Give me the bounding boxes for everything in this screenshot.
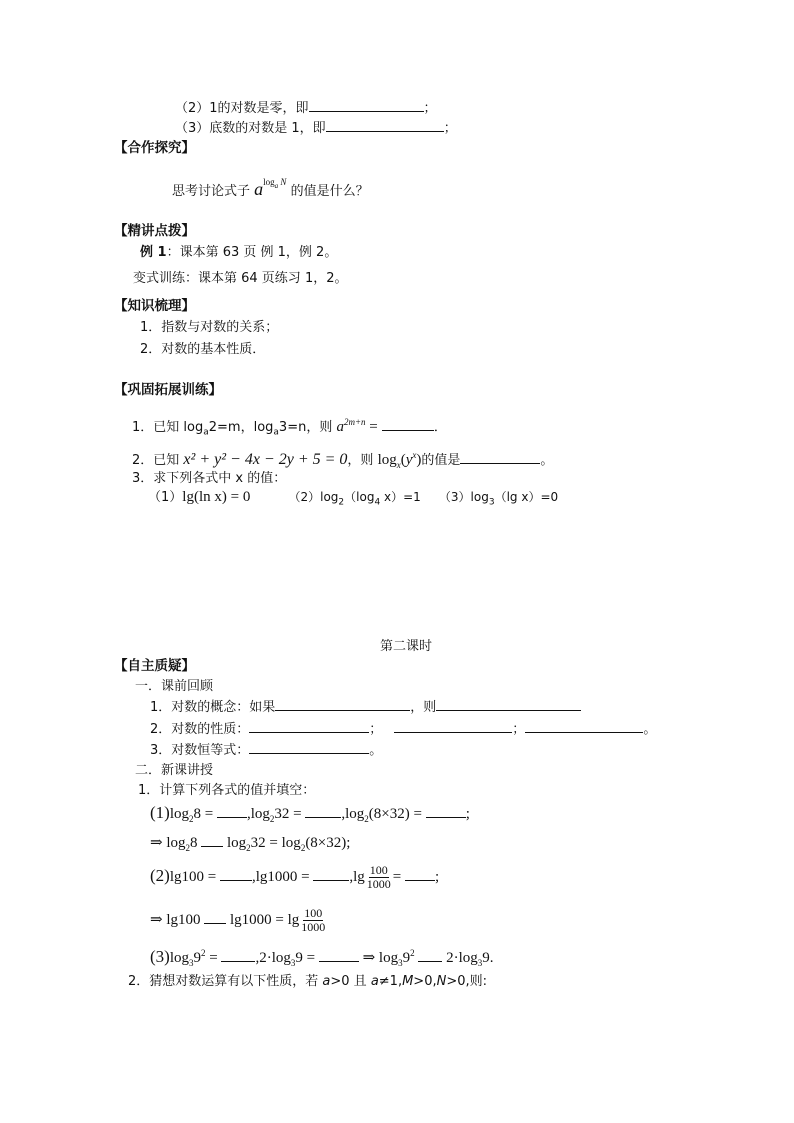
answer-blank[interactable]: [305, 805, 341, 818]
answer-blank[interactable]: [275, 698, 410, 711]
answer-blank[interactable]: [249, 741, 369, 754]
new-lesson-title: 二．新课讲授: [135, 763, 214, 778]
section-heading-lecture: 【精讲点拨】: [114, 223, 195, 239]
fraction: $\frac{100}{1000}$: [301, 906, 326, 935]
answer-blank[interactable]: [319, 949, 359, 962]
answer-blank[interactable]: [204, 911, 226, 924]
answer-blank[interactable]: [221, 949, 255, 962]
equation-1-line-2: ⇒ $\log_28$ $\log_232 = \log_2(8\times 32)$;: [150, 835, 351, 853]
calc-instruction: 1．计算下列各式的值并填空：: [138, 783, 316, 798]
formula-lg-ln-x: lg(ln x) = 0: [182, 489, 251, 505]
review-item-1: 1．对数的概念：如果 ，则: [150, 698, 581, 717]
answer-blank[interactable]: [220, 868, 252, 881]
answer-blank[interactable]: [326, 119, 444, 132]
answer-blank[interactable]: [426, 805, 466, 818]
equation-3: $(3)\log_39^2 = ,2\cdot\log_39$ = ⇒ $\log_39^2$ $2\cdot\log_39$.: [150, 947, 494, 968]
second-lesson-title: 第二课时: [380, 639, 433, 654]
intro-item-3-label: （3）底数的对数是 1，即: [175, 121, 326, 136]
fraction: $\frac{100}{1000}$: [366, 863, 391, 892]
knowledge-item-1: 1．指数与对数的关系；: [140, 320, 279, 335]
answer-blank[interactable]: [405, 868, 435, 881]
section-heading-cooperative: 【合作探究】: [114, 140, 195, 156]
lecture-variant: 变式训练：课本第 64 页练习 1，2。: [133, 271, 348, 286]
exercise-2: 2．已知 x² + y² − 4x − 2y + 5 = 0，则 $\log_x(y^x)$的值是 。: [132, 450, 554, 470]
answer-blank[interactable]: [217, 805, 247, 818]
answer-blank[interactable]: [249, 720, 369, 733]
answer-blank[interactable]: [460, 451, 540, 464]
answer-blank[interactable]: [394, 720, 512, 733]
conjecture-item: 2．猜想对数运算有以下性质，若 a>0 且 a≠1,M>0,N>0,则:: [128, 974, 488, 989]
section-heading-consolidate: 【巩固拓展训练】: [114, 382, 222, 398]
answer-blank[interactable]: [418, 949, 442, 962]
review-title: 一．课前回顾: [135, 679, 214, 694]
intro-item-3: （3）底数的对数是 1，即 ；: [175, 121, 457, 136]
intro-item-2-label: （2）1的对数是零，即: [175, 101, 309, 116]
cooperative-question: 思考讨论式子 $a^{log_a N}$ 的值是什么？: [172, 177, 369, 199]
intro-item-2: （2）1的对数是零，即 ；: [175, 101, 437, 116]
equation-2-line-1: (2)lg100 = ,lg1000 = ,lg $\frac{100}{1000}$ = ;: [150, 863, 440, 892]
review-item-3: 3．对数恒等式： 。: [150, 743, 383, 758]
formula-log-x-yx: $\log_x(y^x)$: [377, 450, 422, 470]
answer-blank[interactable]: [436, 698, 581, 711]
answer-blank[interactable]: [525, 720, 643, 733]
exercise-3-parts: （1）lg(ln x) = 0 $(2)\log_2(\log_4$ x）=1 $(3)\log_3(\lg$ x）=0: [148, 489, 559, 508]
knowledge-item-2: 2．对数的基本性质．: [140, 342, 266, 357]
section-heading-knowledge: 【知识梳理】: [114, 298, 195, 314]
answer-blank[interactable]: [382, 418, 434, 431]
formula-a-log-n: $a^{log_a N}$: [254, 177, 287, 199]
formula-a-2m-n: $a^{2m+n}$ =: [336, 417, 378, 435]
exercise-1: 1．已知 $\log_a2=m$，$\log_a3=n$，则 $a^{2m+n}$ = ．: [132, 417, 447, 438]
equation-1-line-1: $(1)\log_28 = ,\log_232 = ,\log_2(8\times 32)$ = ;: [150, 803, 470, 824]
review-item-2: 2．对数的性质： ； ； 。: [150, 722, 657, 737]
answer-blank[interactable]: [313, 868, 349, 881]
equation-2-line-2: ⇒ lg100 lg1000 = lg $\frac{100}{1000}$: [150, 906, 326, 935]
lecture-example: 例 1：课本第 63 页 例 1，例 2。: [140, 245, 338, 260]
exercise-3: 3．求下列各式中 x 的值：: [132, 471, 287, 486]
formula-circle-equation: x² + y² − 4x − 2y + 5 = 0: [183, 451, 348, 468]
section-heading-self-question: 【自主质疑】: [114, 658, 195, 674]
answer-blank[interactable]: [201, 834, 223, 847]
answer-blank[interactable]: [309, 99, 424, 112]
